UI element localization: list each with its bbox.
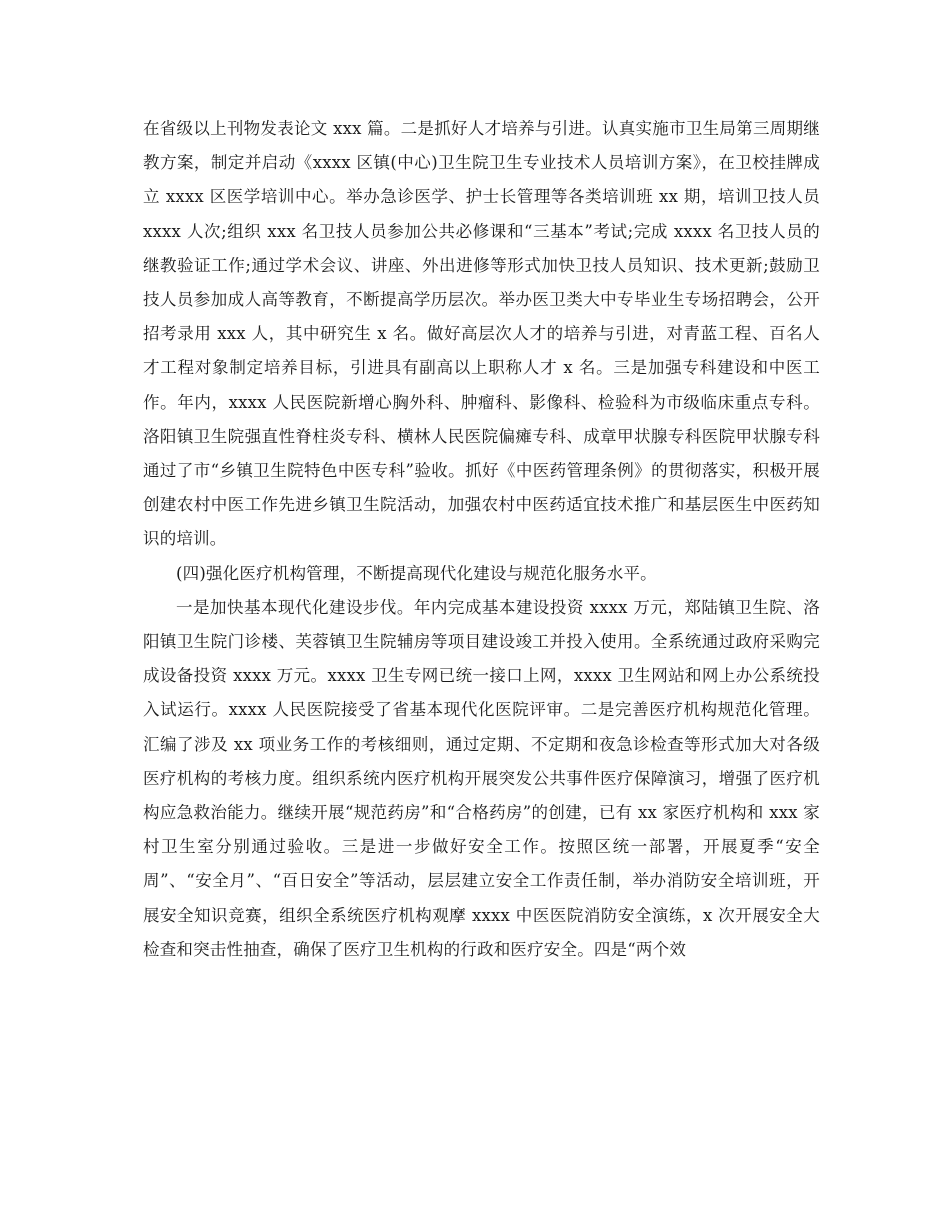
document-body bbox=[143, 112, 820, 967]
paragraph-talent-and-specialty: 在省级以上刊物发表论文 xxx 篇。二是抓好人才培养与引进。认真实施市卫生局第三周期继教方案，制定并启动《xxxx 区镇(中心)卫生院卫生专业技术人员培训方案》，在卫校挂牌成立 xxxx 区医学培训中心。举办急诊医学、护士长管理等各类培训班 xx 期，培训卫技人员 xxxx 人次;组织 xxx 名卫技人员参加公共必修课和“三基本”考试;完成 xxxx 名卫技人员的继教验证工作;通过学术会议、讲座、外出进修等形式加快卫技人员知识、技术更新;鼓励卫技人员参加成人高等教育，不断提高学历层次。举办医卫类大中专毕业生专场招聘会，公开招考录用 xxx 人，其中研究生 x 名。做好高层次人才的培养与引进，对青蓝工程、百名人才工程对象制定培养目标，引进具有副高以上职称人才 x 名。三是加强专科建设和中医工作。年内，xxxx 人民医院新增心胸外科、肿瘤科、影像科、检验科为市级临床重点专科。洛阳镇卫生院强直性脊柱炎专科、横林人民医院偏瘫专科、成章甲状腺专科医院甲状腺专科通过了市“乡镇卫生院特色中医专科”验收。抓好《中医药管理条例》的贯彻落实，积极开展创建农村中医工作先进乡镇卫生院活动，加强农村中医药适宜技术推广和基层医生中医药知识的培训。 bbox=[143, 119, 820, 549]
section-heading-four: (四)强化医疗机构管理，不断提高现代化建设与规范化服务水平。 bbox=[176, 563, 657, 583]
paragraph-modernization-and-safety: 一是加快基本现代化建设步伐。年内完成基本建设投资 xxxx 万元，郑陆镇卫生院、洛阳镇卫生院门诊楼、芙蓉镇卫生院辅房等项目建设竣工并投入使用。全系统通过政府采购完成设备投资 xxxx 万元。xxxx 卫生专网已统一接口上网，xxxx 卫生网站和网上办公系统投入试运行。xxxx 人民医院接受了省基本现代化医院评审。二是完善医疗机构规范化管理。汇编了涉及 xx 项业务工作的考核细则，通过定期、不定期和夜急诊检查等形式加大对各级医疗机构的考核力度。组织系统内医疗机构开展突发公共事件医疗保障演习，增强了医疗机构应急救治能力。继续开展“规范药房”和“合格药房”的创建，已有 xx 家医疗机构和 xxx 家村卫生室分别通过验收。三是进一步做好安全工作。按照区统一部署，开展夏季“安全周”、“安全月”、“百日安全”等活动，层层建立安全工作责任制，举办消防安全培训班，开展安全知识竞赛，组织全系统医疗机构观摩 xxxx 中医医院消防安全演练，x 次开展安全大检查和突击性抽查，确保了医疗卫生机构的行政和医疗安全。四是“两个效 bbox=[143, 597, 820, 959]
